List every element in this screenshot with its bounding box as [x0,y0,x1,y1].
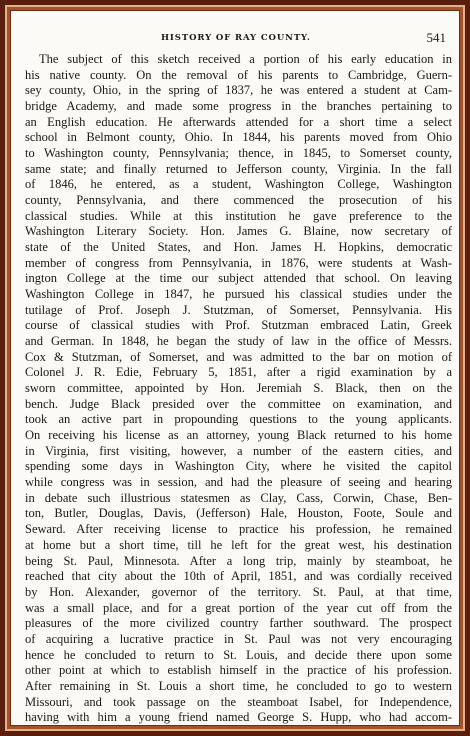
text-line: spending some days in Washington City, where he visited the capitol [25,459,452,474]
text-line: in debate such illustrious statesmen as Clay, Cass, Corwin, Chase, Ben- [25,490,452,505]
text-line: hence he concluded to return to St. Louis, and decide there upon some [25,647,452,662]
text-line: bridge Academy, and made some progress in the branches pertaining to [25,99,452,114]
text-line: Missouri, and took passage on the steamboat Isabel, for Independence, [25,694,452,709]
text-line: took an active part in propounding questions to the young applicants. [25,412,452,427]
text-line: Washington College in 1847, he pursued his classical studies under the [25,287,452,302]
text-line: sworn committee, appointed by Hon. Jeremiah S. Black, then on the [25,381,452,396]
text-line: of acquiring a lucrative practice in St. Paul was not very encouraging [25,631,452,646]
text-line: while congress was in session, and had the pleasure of seeing and hearing [25,475,452,490]
text-line: reached that city about the 10th of April, 1851, and was cordially received [25,569,452,584]
text-line: classical studies. While at this institution he gave preference to the [25,208,452,223]
text-line: to Washington county, Pennsylvania; thence, in 1845, to Somerset county, [25,146,452,161]
page-number: 541 [426,30,446,45]
text-line: ton, Butler, Douglas, Davis, (Jefferson) Hale, Houston, Foote, Soule and [25,506,452,521]
text-line: Washington Literary Society. Hon. James G. Blaine, now secretary of [25,224,452,239]
page-header [11,28,461,48]
text-line: was a small place, and for a great portion of the year cut off from the [25,600,452,615]
text-line: course of classical studies with Prof. Stutzman embraced Latin, Greek [25,318,452,333]
text-line: school in Belmont county, Ohio. In 1844, his parents moved from Ohio [25,130,452,145]
running-head: HISTORY OF RAY COUNTY. [161,33,311,43]
text-line: same state; and finally returned to Jefferson county, Virginia. In the fall [25,161,452,176]
text-line: an English education. He afterwards attended for a short time a select [25,114,452,129]
text-line: sey county, Ohio, in the spring of 1837, he was entered a student at Cam- [25,83,452,98]
text-line: being St. Paul, Minnesota. After a long trip, mainly by steamboat, he [25,553,452,568]
text-line: bench. Judge Black presided over the committee on examination, and [25,396,452,411]
text-line: Seward. After receiving license to practice his profession, he remained [25,522,452,537]
text-line: having with him a young friend named George S. Hupp, who had accom- [25,710,452,725]
text-line: and German. In 1848, he began the study of law in the office of Messrs. [25,334,452,349]
frame-border [5,5,465,731]
book-page [10,10,460,726]
text-line: his native county. On the removal of his parents to Cambridge, Guern- [25,67,452,82]
text-line: After remaining in St. Louis a short time, he concluded to go to western [25,678,452,693]
text-line: Cox & Stutzman, of Somerset, and was admitted to the bar on motion of [25,349,452,364]
text-line: On receiving his license as an attorney, young Black returned to his home [25,428,452,443]
text-line: in Virginia, first visiting, however, a number of the eastern cities, and [25,443,452,458]
text-line: Colonel J. R. Edie, February 5, 1851, after a rigid examination by a [25,365,452,380]
body-paragraph [25,52,452,726]
text-line: at home but a short time, till he left for the great west, his destination [25,537,452,552]
text-line: state of the United States, and Hon. James H. Hopkins, democratic [25,240,452,255]
text-line: The subject of this sketch received a portion of his early education in [39,52,452,66]
text-line: ington College at the time our subject attended that school. On leaving [25,271,452,286]
text-line: pleasures of the more civilized country farther southward. The prospect [25,616,452,631]
text-line: county, Pennsylvania, and there commenced the prosecution of his [25,193,452,208]
text-line: tutilage of Prof. Joseph J. Stutzman, of Somerset, Pennsylvania. His [25,302,452,317]
text-line: by Hon. Alexander, governor of the territory. St. Paul, at that time, [25,584,452,599]
text-line: member of congress from Pennsylvania, in 1876, were students at Wash- [25,255,452,270]
text-line: of 1846, he entered, as a student, Washington College, Washington [25,177,452,192]
text-line: other point at which to establish himself in the practice of his profession. [25,663,452,678]
